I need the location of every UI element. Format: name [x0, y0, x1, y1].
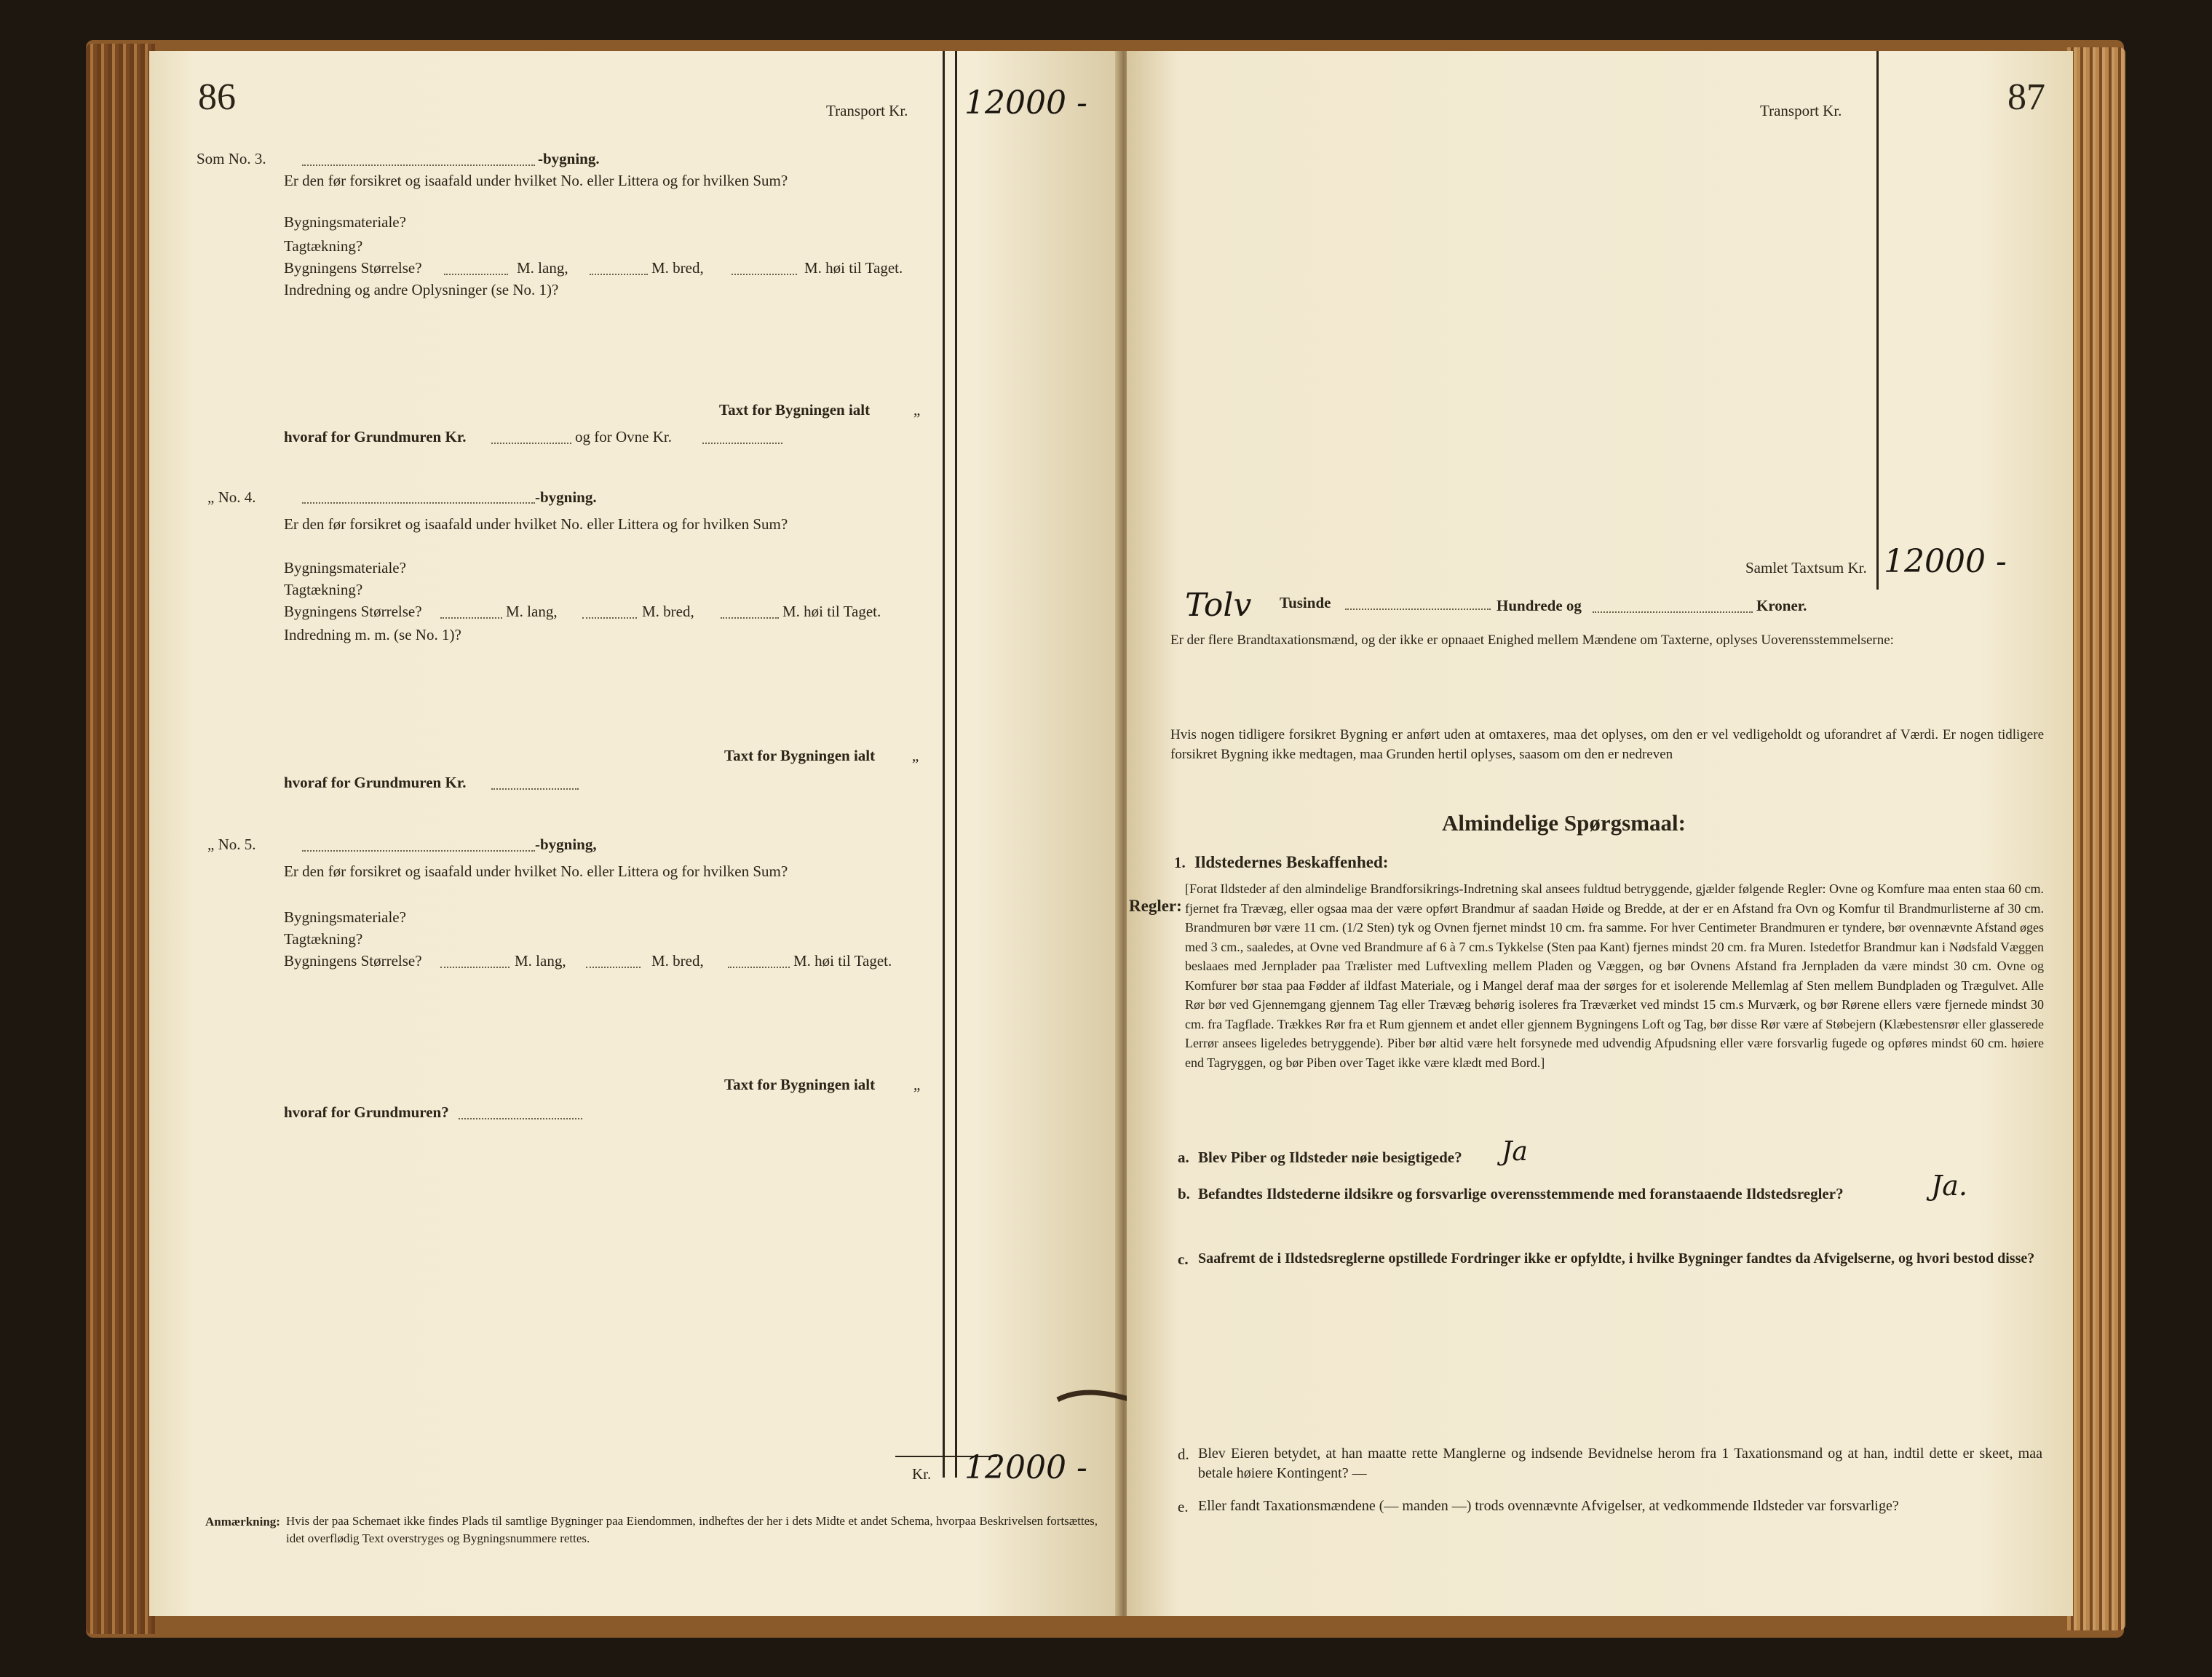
entry-suffix: -bygning.: [538, 150, 600, 167]
question-letter: d.: [1178, 1446, 1189, 1463]
tax-label: Taxt for Bygningen ialt: [719, 401, 871, 419]
page-number: 87: [2007, 76, 2045, 118]
tax-mark: „: [913, 1076, 921, 1093]
tax-label: Taxt for Bygningen ialt: [724, 747, 876, 764]
amount-column-rule: [1876, 51, 1879, 590]
dotted-line: [440, 617, 502, 619]
answer-b: Ja.: [1931, 1170, 1967, 1202]
size-long: M. lang,: [515, 952, 566, 970]
size-wide: M. bred,: [651, 952, 704, 970]
total-label: Kr.: [912, 1465, 932, 1483]
tax-mark: „: [912, 747, 919, 764]
size-wide: M. bred,: [642, 603, 694, 620]
dotted-line: [732, 274, 797, 275]
question-c: Saafremt de i Ildstedsreglerne opstillede Fordringer ikke er opfyldte, i hvilke Bygninger fandtes da Afvigelserne, og hvori bestod disse?: [1198, 1250, 2035, 1266]
size-question: Bygningens Størrelse?: [284, 259, 422, 277]
size-long: M. lang,: [506, 603, 558, 620]
answer-a: Ja: [1502, 1137, 1528, 1167]
prior-question: Er den før forsikret og isaafald under hvilket No. eller Littera og for hvilken Sum?: [284, 863, 788, 880]
left-page: [149, 51, 1121, 1616]
page-edges-left: [86, 44, 155, 1634]
dotted-line: [302, 850, 535, 852]
transport-label: Transport Kr.: [826, 102, 908, 119]
roof-question: Tagtækning?: [284, 237, 363, 255]
amount-words: Tolv: [1185, 587, 1252, 624]
dotted-line: [721, 617, 779, 619]
size-high: M. høi til Taget.: [782, 603, 881, 620]
samlet-label: Samlet Taxtsum Kr.: [1745, 559, 1867, 576]
interior-question: Indredning m. m. (se No. 1)?: [284, 626, 461, 643]
prior-building-text: Hvis nogen tidligere forsikret Bygning er anført uden at omtaxeres, maa det oplyses, om den er vel vedligeholdt og uforandret af Værdi. Er nogen tidligere forsikret Bygning ikke medtagen, maa Grunden hertil oplyses, saasom om den er nedreven: [1170, 727, 2044, 762]
dotted-line: [440, 967, 510, 968]
dotted-line: [582, 617, 637, 619]
question-letter: c.: [1178, 1250, 1189, 1268]
amount-column-rule-2: [955, 51, 957, 1478]
material-question: Bygningsmateriale?: [284, 908, 406, 926]
entry-title: Som No. 3.: [197, 150, 266, 167]
question-a: Blev Piber og Ildsteder nøie besigtigede?: [1198, 1149, 1462, 1166]
dotted-line: [702, 443, 782, 444]
entry-suffix: -bygning.: [535, 488, 597, 506]
dotted-line: [1593, 611, 1753, 613]
total-value: 12000 -: [964, 1449, 1087, 1486]
question-b: Befandtes Ildstederne ildsikre og forsvarlige overensstemmende med foranstaaende Ildstedsregler?: [1198, 1185, 1844, 1202]
prior-question: Er den før forsikret og isaafald under hvilket No. eller Littera og for hvilken Sum?: [284, 172, 788, 189]
entry-title: „ No. 5.: [207, 836, 256, 853]
tax-label: Taxt for Bygningen ialt: [724, 1076, 876, 1093]
question-e: Eller fandt Taxationsmændene (— manden —) trods ovennævnte Afvigelser, at vedkommende Ildsteder var forsvarlige?: [1198, 1498, 1899, 1514]
size-high: M. høi til Taget.: [804, 259, 903, 277]
dotted-line: [302, 164, 535, 166]
material-question: Bygningsmateriale?: [284, 213, 406, 231]
dotted-line: [728, 967, 790, 968]
note-label: Anmærkning:: [205, 1515, 280, 1529]
kroner-label: Kroner.: [1756, 597, 1807, 614]
page-number: 86: [198, 76, 236, 118]
section-number: 1.: [1174, 854, 1186, 871]
right-page: [1127, 51, 2073, 1616]
fireplace-rules-text: [Forat Ildsteder af den almindelige Brandforsikrings-Indretning skal ansees fuldtud betryggende, gjælder følgende Regler: Ovne og Komfure maa enten staa 60 cm. fjernet fra Trævæg, eller ogsaa maa der være opført Brandmur af saadan Høide og Bredde, at der er en Afstand fra Ovn og Komfur til Brandmurlisterne af 30 cm. Brandmuren bør være 11 cm. (1/2 Sten) tyk og Ovnen fjernet mindst 10 cm. fra samme. For hver Centimeter Brandmuren er tyndere, bør ovennævnte Afstand øges med 3 cm., saaledes, at Ovne ved Brandmure af 6 à 7 cm.s Tykkelse (Sten paa Kant) fjernes mindst 20 cm. fra Muren. Istedetfor Brandmur kan i Nødsfald Væggen beslaaes med Jernplader paa Trælister med Luftvexling mellem Pladen og Væggen, og bør Ovnens Afstand fra Jernpladen da være mindst 30 cm. Ovne og Komfurer bør staa paa Fødder af ildfast Materiale, og i Mangel deraf maa der sørges for et isolerende Mellemlag af Sten mellem Bundpladen og Trægulvet. Alle Rør bør ved Gjennemgang gjennem Tag eller Trævæg behørig isoleres fra Træværket ved mindst 15 cm.s Murværk, og bør Rørene ellers være fjernede mindst 30 cm. fra Tagflade. Trækkes Rør fra et Rum gjennem et andet eller gjennem Bygningens Loft og Tag, bør disse Rør være af Støbejern (Klæbestensrør eller glasserede Lerrør ansees ligeledes betryggende). Piber bør altid være helt forsynede med udvendig Afpudsning eller være forsvarlig fugede og opføres mindst 60 cm. høiere end Tagryggen, og bør Piben over Taget ikke være klædt med Bord.]: [1185, 881, 2044, 1070]
rules-label: Regler:: [1129, 897, 1182, 915]
question-letter: a.: [1178, 1149, 1189, 1166]
size-question: Bygningens Størrelse?: [284, 952, 422, 970]
samlet-value: 12000 -: [1884, 543, 2007, 580]
roof-question: Tagtækning?: [284, 581, 363, 598]
dotted-line: [491, 788, 579, 790]
dotted-line: [302, 502, 535, 504]
dotted-line: [1345, 608, 1491, 610]
question-letter: e.: [1178, 1498, 1189, 1515]
dotted-line: [459, 1118, 582, 1119]
prior-question: Er den før forsikret og isaafald under hvilket No. eller Littera og for hvilken Sum?: [284, 515, 788, 533]
page-edges-right: [2067, 47, 2125, 1630]
foundation-label: hvoraf for Grundmuren?: [284, 1103, 449, 1121]
foundation-label: hvoraf for Grundmuren Kr.: [284, 774, 467, 791]
section-title: Ildstedernes Beskaffenhed:: [1194, 853, 1389, 871]
general-questions-heading: Almindelige Spørgsmaal:: [1442, 810, 1686, 836]
dotted-line: [491, 443, 571, 444]
material-question: Bygningsmateriale?: [284, 559, 406, 576]
size-high: M. høi til Taget.: [793, 952, 892, 970]
foundation-label: hvoraf for Grundmuren Kr.: [284, 428, 467, 445]
roof-question: Tagtækning?: [284, 930, 363, 948]
note-text: Hvis der paa Schemaet ikke findes Plads til samtlige Bygninger paa Eiendommen, indheftes der her i dets Midte et andet Schema, hvorpaa Beskrivelsen fortsættes, idet overflødig Text overstryges og Bygningsnummere rettes.: [286, 1514, 1098, 1545]
interior-question: Indredning og andre Oplysninger (se No. 1)?: [284, 281, 559, 298]
dotted-line: [590, 274, 648, 275]
entry-suffix: -bygning,: [535, 836, 597, 853]
entry-title: „ No. 4.: [207, 488, 256, 506]
transport-label: Transport Kr.: [1760, 102, 1842, 119]
amount-column-rule: [943, 51, 945, 1478]
dotted-line: [586, 967, 641, 968]
transport-value: 12000 -: [964, 84, 1087, 122]
hundrede-label: Hundrede og: [1497, 597, 1582, 614]
dotted-line: [444, 274, 508, 275]
ovens-label: og for Ovne Kr.: [575, 428, 672, 445]
size-question: Bygningens Størrelse?: [284, 603, 422, 620]
tusinde-label: Tusinde: [1280, 594, 1331, 611]
size-long: M. lang,: [517, 259, 568, 277]
question-d: Blev Eieren betydet, at han maatte rette Manglerne og indsende Bevidnelse herom fra 1 Taxationsmand og at han, indtil dette er skeet, maa betale høiere Kontingent? —: [1198, 1446, 2042, 1481]
tax-mark: „: [913, 401, 921, 419]
size-wide: M. bred,: [651, 259, 704, 277]
disagreement-text: Er der flere Brandtaxationsmænd, og der ikke er opnaaet Enighed mellem Mændene om Taxterne, oplyses Uoverensstemmelserne:: [1170, 633, 1894, 648]
question-letter: b.: [1178, 1185, 1190, 1202]
